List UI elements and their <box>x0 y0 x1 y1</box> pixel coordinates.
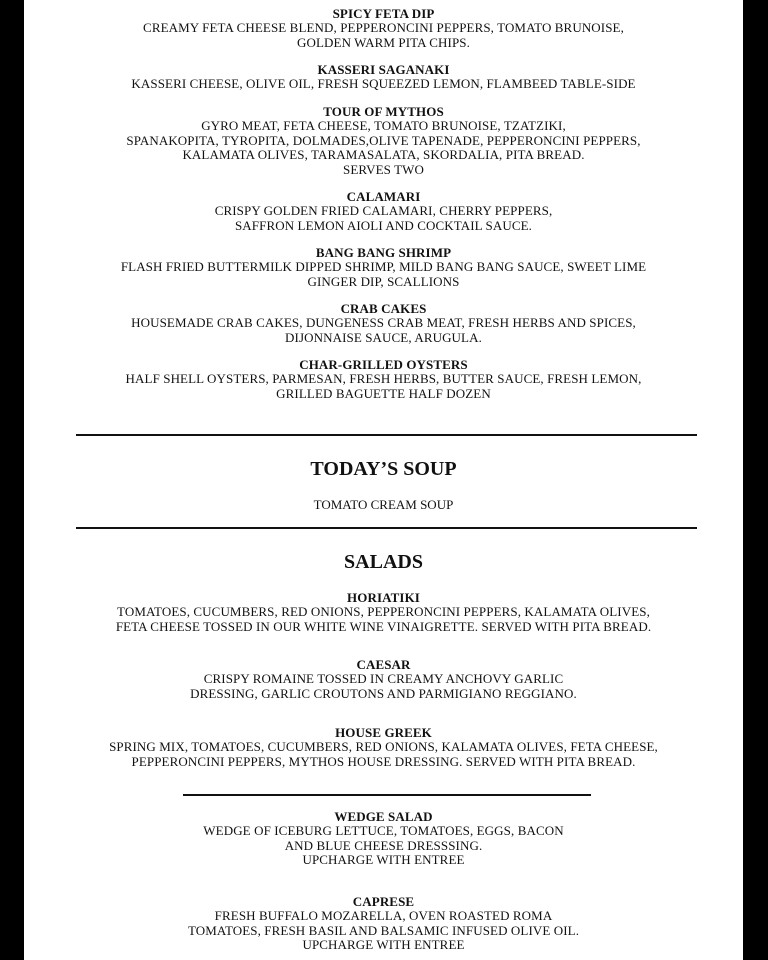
soup-item: TOMATO CREAM SOUP <box>313 497 454 512</box>
section-divider <box>76 434 697 436</box>
menu-item <box>24 658 743 701</box>
item-description: KASSERI CHEESE, OLIVE OIL, FRESH SQUEEZED LEMON, FLAMBEED TABLE-SIDE <box>131 76 636 91</box>
item-name: CALAMARI <box>346 189 421 204</box>
item-description: FLASH FRIED BUTTERMILK DIPPED SHRIMP, MILD BANG BANG SAUCE, SWEET LIME <box>120 259 647 274</box>
item-description: PEPPERONCINI PEPPERS, MYTHOS HOUSE DRESSING. SERVED WITH PITA BREAD. <box>131 753 636 769</box>
item-name: SPICY FETA DIP <box>332 6 435 21</box>
menu-item <box>24 358 743 401</box>
item-name: HOUSE GREEK <box>335 725 432 740</box>
item-name: CAPRESE <box>352 894 415 909</box>
item-description: DIJONNAISE SAUCE, ARUGULA. <box>285 329 482 345</box>
item-description: CRISPY ROMAINE TOSSED IN CREAMY ANCHOVY GARLIC <box>203 671 564 686</box>
item-name: CRAB CAKES <box>340 301 427 316</box>
section-heading-salads: SALADS <box>344 551 423 573</box>
menu-item <box>24 895 743 953</box>
item-description: SPANAKOPITA, TYROPITA, DOLMADES,OLIVE TAPENADE, PEPPERONCINI PEPPERS, <box>126 132 641 148</box>
menu-item <box>24 302 743 345</box>
item-description: GOLDEN WARM PITA CHIPS. <box>297 34 470 50</box>
item-description: UPCHARGE WITH ENTREE <box>302 937 465 952</box>
item-description: CRISPY GOLDEN FRIED CALAMARI, CHERRY PEPPERS, <box>214 203 553 218</box>
item-description: SERVES TWO <box>343 161 424 177</box>
item-name: BANG BANG SHRIMP <box>315 245 452 260</box>
item-name: KASSERI SAGANAKI <box>317 62 450 77</box>
item-description: FRESH BUFFALO MOZARELLA, OVEN ROASTED ROMA <box>214 908 553 923</box>
item-description: GYRO MEAT, FETA CHEESE, TOMATO BRUNOISE, TZATZIKI, <box>201 118 566 133</box>
menu-item <box>24 810 743 868</box>
item-description: FETA CHEESE TOSSED IN OUR WHITE WINE VINAIGRETTE. SERVED WITH PITA BREAD. <box>115 618 652 634</box>
menu-item <box>24 7 743 50</box>
item-name: CHAR-GRILLED OYSTERS <box>299 357 468 372</box>
item-description: AND BLUE CHEESE DRESSSING. <box>284 837 483 853</box>
item-name: TOUR OF MYTHOS <box>323 104 444 119</box>
item-description: HALF SHELL OYSTERS, PARMESAN, FRESH HERBS, BUTTER SAUCE, FRESH LEMON, <box>125 371 642 386</box>
item-description: HOUSEMADE CRAB CAKES, DUNGENESS CRAB MEAT, FRESH HERBS AND SPICES, <box>131 315 636 330</box>
item-description: TOMATOES, FRESH BASIL AND BALSAMIC INFUSED OLIVE OIL. <box>187 922 580 938</box>
menu-item <box>24 105 743 177</box>
item-name: WEDGE SALAD <box>334 809 433 824</box>
item-description: SAFFRON LEMON AIOLI AND COCKTAIL SAUCE. <box>234 217 533 233</box>
menu-item <box>24 190 743 233</box>
item-description: KALAMATA OLIVES, TARAMASALATA, SKORDALIA, PITA BREAD. <box>182 147 585 162</box>
item-description: DRESSING, GARLIC CROUTONS AND PARMIGIANO REGGIANO. <box>190 685 577 701</box>
menu-item <box>24 726 743 769</box>
item-description: TOMATOES, CUCUMBERS, RED ONIONS, PEPPERONCINI PEPPERS, KALAMATA OLIVES, <box>117 604 650 619</box>
section-divider <box>76 527 697 529</box>
item-description: SPRING MIX, TOMATOES, CUCUMBERS, RED ONIONS, KALAMATA OLIVES, FETA CHEESE, <box>109 739 658 754</box>
item-description: CREAMY FETA CHEESE BLEND, PEPPERONCINI PEPPERS, TOMATO BRUNOISE, <box>143 20 624 35</box>
item-description: GRILLED BAGUETTE HALF DOZEN <box>276 385 491 401</box>
menu-page <box>24 0 743 960</box>
menu-item <box>24 63 743 92</box>
menu-item <box>24 246 743 289</box>
item-description: GINGER DIP, SCALLIONS <box>307 273 460 289</box>
item-description: WEDGE OF ICEBURG LETTUCE, TOMATOES, EGGS, BACON <box>203 823 564 838</box>
item-name: CAESAR <box>356 657 411 672</box>
salad-divider <box>183 794 591 796</box>
section-heading-soup: TODAY’S SOUP <box>310 458 457 480</box>
menu-item <box>24 591 743 634</box>
item-description: UPCHARGE WITH ENTREE <box>302 852 465 867</box>
item-name: HORIATIKI <box>347 590 420 605</box>
